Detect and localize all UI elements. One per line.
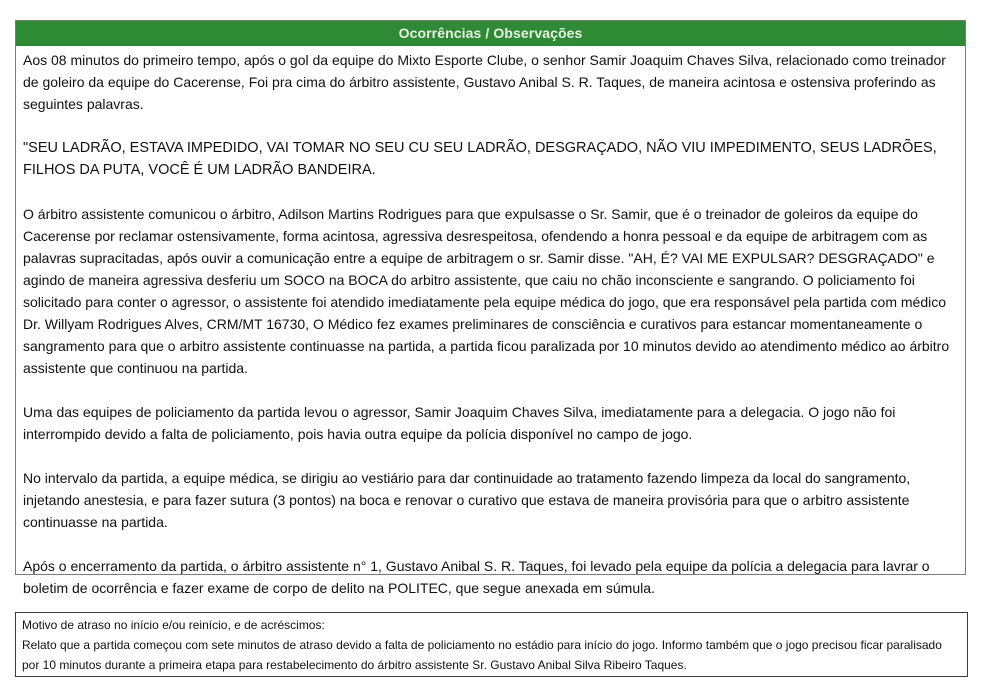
occurrence-paragraph: Uma das equipes de policiamento da partida levou o agressor, Samir Joaquim Chaves Silva, imediatamente para a delegacia. O jogo não foi interrompido devido a falta de policiamento, pois havia outra equipe da polícia disponível no campo de jogo. <box>23 404 896 442</box>
occurrences-section <box>15 20 966 596</box>
delay-title: Motivo de atraso no início e/ou reinício, e de acréscimos: <box>22 618 325 632</box>
occurrence-paragraph: No intervalo da partida, a equipe médica, se dirigiu ao vestiário para dar continuidade ao tratamento fazendo limpeza da local do sangramento, injetando anestesia, e para fazer sutura (3 pontos) na boca e renovar o curativo que estava de maneira provisória para que o arbitro assistente continuasse na partida. <box>23 470 911 530</box>
occurrences-body <box>16 46 965 599</box>
delay-section <box>15 612 968 677</box>
occurrence-paragraph: Aos 08 minutos do primeiro tempo, após o gol da equipe do Mixto Esporte Clube, o senhor Samir Joaquim Chaves Silva, relacionado como treinador de goleiro da equipe do Cacerense, Foi pra cima do árbitro assistente, Gustavo Anibal S. R. Taques, de maneira acintosa e ostensiva proferindo as seguintes palavras. <box>23 52 946 112</box>
occurrence-paragraph: O árbitro assistente comunicou o árbitro, Adilson Martins Rodrigues para que expulsasse o Sr. Samir, que é o treinador de goleiros da equipe do Cacerense por reclamar ostensivamente, forma acintosa, agressiva desrespeitosa, ofendendo a honra pessoal e da equipe de arbitragem com as palavras supracitadas, após ouvir a comunicação entre a equipe de arbitragem o sr. Samir disse. "AH, É? VAI ME EXPULSAR? DESGRAÇADO" e agindo de maneira agressiva desferiu um SOCO na BOCA do arbitro assistente, que caiu no chão inconsciente e sangrando. O policiamento foi solicitado para conter o agressor, o assistente foi atendido imediatamente pela equipe médica do jogo, que era responsável pela partida com médico Dr. Willyam Rodrigues Alves, CRM/MT 16730, O Médico fez exames preliminares de consciência e curativos para estancar momentaneamente o sangramento para que o arbitro assistente continuasse na partida, a partida ficou paralizada por 10 minutos devido ao atendimento médico ao árbitro assistente que continuou na partida. <box>23 206 950 376</box>
delay-text: Relato que a partida começou com sete minutos de atraso devido a falta de policiamento no estádio para início do jogo. Informo também que o jogo precisou ficar paralisado por 10 minutos durante a primeira etapa para restabelecimento do árbitro assistente Sr. Gustavo Anibal Silva Ribeiro Taques. <box>22 638 942 672</box>
occurrences-header: Ocorrências / Observações <box>16 21 965 46</box>
occurrence-paragraph: Após o encerramento da partida, o árbitro assistente n° 1, Gustavo Anibal S. R. Taques, foi levado pela equipe da polícia a delegacia para lavrar o boletim de ocorrência e fazer exame de corpo de delito na POLITEC, que segue anexada em súmula. <box>23 558 930 596</box>
occurrence-quote: "SEU LADRÃO, ESTAVA IMPEDIDO, VAI TOMAR NO SEU CU SEU LADRÃO, DESGRAÇADO, NÃO VIU IMPEDIMENTO, SEUS LADRÕES, FILHOS DA PUTA, VOCÊ É UM LADRÃO BANDEIRA. <box>23 140 937 178</box>
